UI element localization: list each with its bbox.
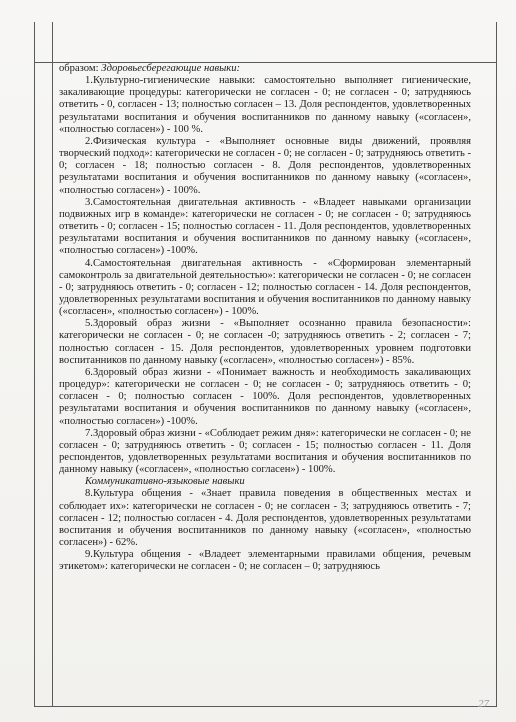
paragraph-2: 2.Физическая культура - «Выполняет основные виды движений, проявляя творческий подход»: категорически не согласен - 0; не согласен - 0; затрудняюсь ответить - 0; согласен - 18; полностью согласен - 8. Доля респондентов, удовлетворенных результатами воспитания и обучения воспитанников по данному навыку («согласен», «полностью согласен») - 100%. (59, 135, 471, 196)
intro-text: образом: (59, 63, 102, 74)
paragraph-3: 3.Самостоятельная двигательная активность - «Владеет навыками организации подвижных игр в команде»: категорически не согласен - 0; не согласен - 0; затрудняюсь ответить - 0; согласен - 15; полностью согласен - 11. Доля респондентов, удовлетворенных результатами воспитания и обучения воспитанников по данному навыку («согласен», «полностью согласен») -100%. (59, 196, 471, 257)
section-heading-communication-text: Коммуникативно-языковые навыки (85, 476, 245, 488)
intro-line (59, 63, 471, 75)
paragraph-6: 6.Здоровый образ жизни - «Понимает важность и необходимость закаливающих процедур»: категорически не согласен - 0; не согласен - 0; затрудняюсь ответить - 0; согласен - 0; полностью согласен - 100%. Доля респондентов, удовлетворенных результатами воспитания и обучения воспитанников по данному навыку («согласен», «полностью согласен») -100%. (59, 366, 471, 427)
column-divider (52, 22, 53, 706)
paragraph-9: 9.Культура общения - «Владеет элементарными правилами общения, речевым этикетом»: категорически не согласен - 0; не согласен – 0; затрудняюсь (59, 549, 471, 573)
paragraph-1: 1.Культурно-гигиенические навыки: самостоятельно выполняет гигиенические, закаливающие процедуры: категорически не согласен - 0; не согласен - 0; затрудняюсь ответить - 0, согласен - 13; полностью согласен – 13. Доля респондентов, удовлетворенных результатами воспитания и обучения воспитанников по данному навыку («согласен», «полностью согласен») - 100 %. (59, 75, 471, 135)
section-heading-health: Здоровьесберегающие навыки: (101, 63, 241, 74)
table-cell-text (59, 63, 471, 704)
paragraph-4: 4.Самостоятельная двигательная активность - «Сформирован элементарный самоконтроль за двигательной деятельностью»: категорически не согласен - 0; не согласен - 0; затрудняюсь ответить - 0; согласен - 12; полностью согласен - 14. Доля респондентов, удовлетворенных результатами воспитания и обучения воспитанников по данному навыку («согласен», «полностью согласен») - 100%. (59, 257, 471, 318)
paragraph-5: 5.Здоровый образ жизни - «Выполняет осознанно правила безопасности»: категорически не согласен - 0; не согласен -0; затрудняюсь ответить - 2; согласен - 7; полностью согласен - 15. Доля респондентов, удовлетворенных уровнем подготовки воспитанников по данному навыку («согласен», «полностью согласен») - 85%. (59, 318, 471, 366)
page-number: 27 (478, 698, 489, 710)
paragraph-8: 8.Культура общения - «Знает правила поведения в общественных местах и соблюдает их»: категорически не согласен - 0; не согласен - 3; затрудняюсь ответить - 7; согласен - 12; полностью согласен - 4. Доля респондентов, удовлетворенных результатами воспитания и обучения воспитанников по данному навыку («согласен», «полностью согласен») - 62%. (59, 488, 471, 549)
paragraph-7: 7.Здоровый образ жизни - «Соблюдает режим дня»: категорически не согласен - 0; не согласен - 0; затрудняюсь ответить - 0; согласен - 15; полностью согласен - 11. Доля респондентов, удовлетворенных результатами воспитания и обучения воспитанников по данному навыку («согласен», «полностью согласен») - 100%. (59, 427, 471, 476)
section-heading-communication (59, 476, 471, 488)
